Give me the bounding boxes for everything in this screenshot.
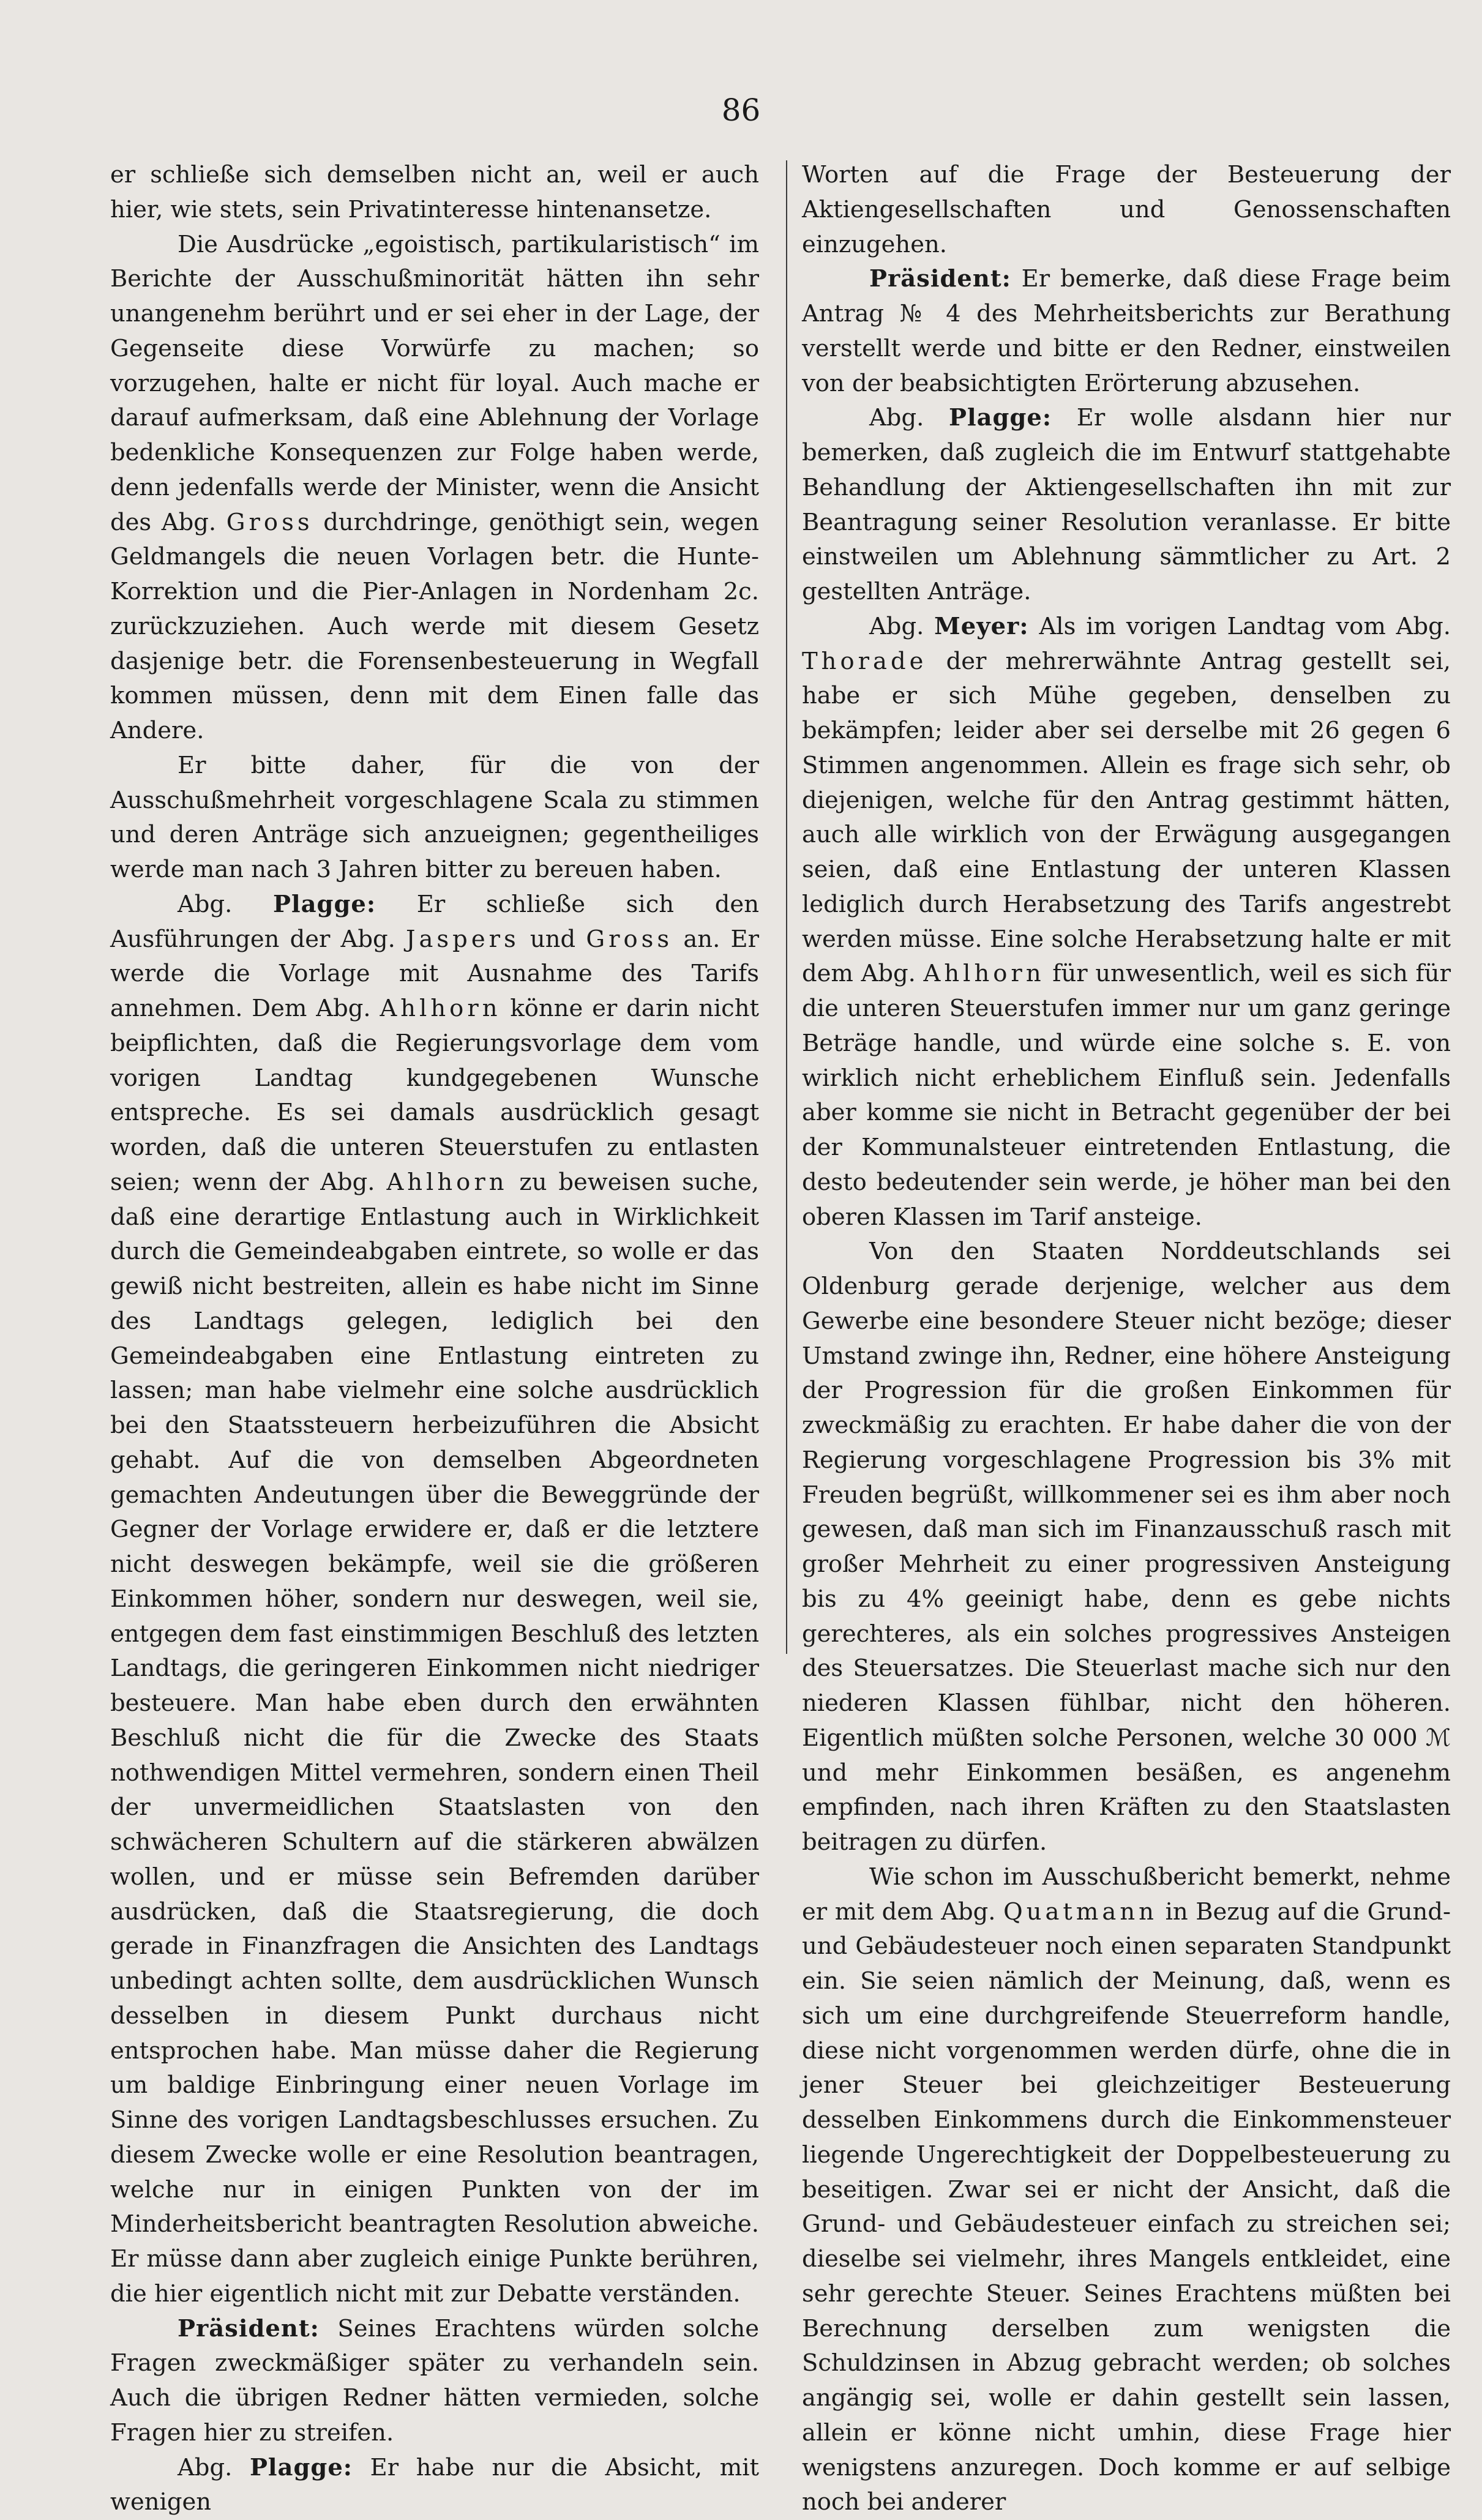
speaker-label: Plagge: [949, 404, 1052, 432]
paragraph [110, 228, 759, 749]
paragraph [802, 158, 1451, 262]
paragraph [802, 1860, 1451, 2520]
paragraph [110, 2312, 759, 2451]
spaced-name: Thorade [802, 648, 927, 675]
paragraph [110, 158, 759, 228]
text-run: und [520, 925, 586, 953]
paragraph [110, 2451, 759, 2520]
text-run: Abg. [178, 2454, 250, 2481]
text-run: Als im vorigen Landtag vom Abg. [1029, 613, 1451, 640]
spaced-name: Quatmann [1003, 1898, 1158, 1926]
text-run: Er wolle alsdann hier nur bemerken, daß zugleich die im Entwurf stattgehabte Behandlung der Aktiengesellschaften ihn mit zur Beantragung seiner Resolution veranlasse. Er bitte einstweilen um Ablehnung sämmtlicher zu Art. 2 gestellten Anträge. [802, 404, 1451, 605]
paragraph [110, 888, 759, 2312]
text-run: Die Ausdrücke „egoistisch, partikularistisch“ im Berichte der Ausschußminorität hätten ihn sehr unangenehm berührt und er sei eher in der Lage, der Gegenseite diese Vorwürfe zu machen; so vorzugehen, halte er nicht für loyal. Auch mache er darauf aufmerksam, daß eine Ablehnung der Vorlage bedenkliche Konsequenzen zur Folge haben werde, denn jedenfalls werde der Minister, wenn die Ansicht des Abg. [110, 231, 759, 536]
text-run: zu beweisen suche, daß eine derartige Entlastung auch in Wirklichkeit durch die Gemeindeabgaben eintrete, so wolle er das gewiß nicht bestreiten, allein es habe nicht im Sinne des Landtags gelegen, lediglich bei den Gemeindeabgaben eine Entlastung eintreten zu lassen; man habe vielmehr eine solche ausdrücklich bei den Staatssteuern herbeizuführen die Absicht gehabt. Auf die von demselben Abgeordneten gemachten Andeutungen über die Beweggründe der Gegner der Vorlage erwidere er, daß er die letztere nicht deswegen bekämpfe, weil sie die größeren Einkommen höher, sondern nur deswegen, weil sie, entgegen dem fast einstimmigen Beschluß des letzten Landtags, die geringeren Einkommen nicht niedriger besteuere. Man habe eben durch den erwähnten Beschluß nicht die für die Zwecke des Staats nothwendigen Mittel vermehren, sondern einen Theil der unvermeidlichen Staatslasten von den schwächeren Schultern auf die stärkeren abwälzen wollen, und er müsse sein Befremden darüber ausdrücken, daß die Staatsregierung, die doch gerade in Finanzfragen die Ansichten des Landtags unbedingt achten sollte, dem ausdrücklichen Wunsch desselben in diesem Punkt durchaus nicht entsprochen habe. Man müsse daher die Regierung um baldige Einbringung einer neuen Vorlage im Sinne des vorigen Landtagsbeschlusses ersuchen. Zu diesem Zwecke wolle er eine Resolution beantragen, welche nur in einigen Punkten von der im Minderheitsbericht beantragten Resolution abweiche. Er müsse dann aber zugleich einige Punkte berühren, die hier eigentlich nicht mit zur Debatte verständen. [110, 1168, 759, 2308]
left-column [110, 158, 759, 2520]
spaced-name: Ahlhorn [386, 1168, 507, 1196]
text-run: Er bemerke, daß diese Frage beim Antrag № 4 des Mehrheitsberichts zur Berathung verstellt werde und bitte er den Redner, einstweilen von der beabsichtigten Erörterung abzusehen. [802, 265, 1451, 397]
right-column [802, 158, 1451, 2520]
speaker-label: Präsident: [178, 2315, 320, 2342]
text-run: er schließe sich demselben nicht an, weil er auch hier, wie stets, sein Privatinteresse hintenansetze. [110, 161, 759, 223]
speaker-label: Plagge: [250, 2454, 353, 2481]
text-run: für unwesentlich, weil es sich für die unteren Steuerstufen immer nur um ganz geringe Beträge handle, und würde eine solche s. E. von wirklich nicht erheblichem Einfluß sein. Jedenfalls aber komme sie nicht in Betracht gegenüber der bei der Kommunalsteuer eintretenden Entlastung, die desto bedeutender sein werde, je höher man bei den oberen Klassen im Tarif ansteige. [802, 960, 1451, 1230]
speaker-label: Meyer: [934, 613, 1028, 640]
paragraph [110, 749, 759, 888]
text-run: in Bezug auf die Grund- und Gebäudesteuer noch einen separaten Standpunkt ein. Sie seien nämlich der Meinung, daß, wenn es sich um eine durchgreifende Steuerreform handle, diese nicht vorgenommen werden dürfe, ohne die in jener Steuer bei gleichzeitiger Besteuerung desselben Einkommens durch die Einkommensteuer liegende Ungerechtigkeit der Doppelbesteuerung zu beseitigen. Zwar sei er nicht der Ansicht, daß die Grund- und Gebäudesteuer einfach zu streichen sei; dieselbe sei vielmehr, ihres Mangels entkleidet, eine sehr gerechte Steuer. Seines Erachtens müßten bei Berechnung derselben zum wenigsten die Schuldzinsen in Abzug gebracht werden; ob solches angängig sei, wolle er dahin gestellt sein lassen, allein er könne nicht umhin, diese Frage hier wenigstens anzuregen. Doch komme er auf selbige noch bei anderer [802, 1898, 1451, 2516]
text-run: Er schließe sich den Ausführungen der Abg. [110, 891, 759, 953]
text-run: Er habe nur die Absicht, mit wenigen [110, 2454, 759, 2516]
text-run: Er bitte daher, für die von der Ausschußmehrheit vorgeschlagene Scala zu stimmen und deren Anträge sich anzueignen; gegentheiliges werde man nach 3 Jahren bitter zu bereuen haben. [110, 752, 759, 883]
page-number: 86 [0, 92, 1482, 129]
text-run: Seines Erachtens würden solche Fragen zweckmäßiger später zu verhandeln sein. Auch die übrigen Redner hätten vermieden, solche Fragen hier zu streifen. [110, 2315, 759, 2447]
spaced-name: Jaspers [406, 925, 520, 953]
text-run: könne er darin nicht beipflichten, daß die Regierungsvorlage dem vom vorigen Landtag kundgegebenen Wunsche entspreche. Es sei damals ausdrücklich gesagt worden, daß die unteren Steuerstufen zu entlasten seien; wenn der Abg. [110, 995, 759, 1196]
text-run: an. Er werde die Vorlage mit Ausnahme des Tarifs annehmen. Dem Abg. [110, 925, 759, 1023]
paragraph [802, 401, 1451, 610]
text-run: Abg. [178, 891, 273, 918]
spaced-name: Gross [226, 509, 313, 536]
speaker-label: Präsident: [869, 265, 1011, 293]
spaced-name: Gross [586, 925, 673, 953]
paragraph [802, 610, 1451, 1235]
text-run: der mehrerwähnte Antrag gestellt sei, habe er sich Mühe gegeben, denselben zu bekämpfen; leider aber sei derselbe mit 26 gegen 6 Stimmen angenommen. Allein es frage sich sehr, ob diejenigen, welche für den Antrag gestimmt hätten, auch alle wirklich von der Erwägung ausgegangen seien, daß eine Entlastung der unteren Klassen lediglich durch Herabsetzung des Tarifs angestrebt werden müsse. Eine solche Herabsetzung halte er mit dem Abg. [802, 648, 1451, 988]
spaced-name: Ahlhorn [380, 995, 501, 1022]
column-divider [786, 160, 787, 1654]
speaker-label: Plagge: [273, 891, 376, 918]
paragraph [802, 1235, 1451, 1860]
text-run: Von den Staaten Norddeutschlands sei Oldenburg gerade derjenige, welcher aus dem Gewerbe eine besondere Steuer nicht bezöge; dieser Umstand zwinge ihn, Redner, eine höhere Ansteigung der Progression für die großen Einkommen für zweckmäßig zu erachten. Er habe daher die von der Regierung vorgeschlagene Progression bis 3% mit Freuden begrüßt, willkommener sei es ihm aber noch gewesen, daß man sich im Finanzausschuß rasch mit großer Mehrheit zu einer progressiven Ansteigung bis zu 4% geeinigt habe, denn es gebe nichts gerechteres, als ein solches progressives Ansteigen des Steuersatzes. Die Steuerlast mache sich nur den niederen Klassen fühlbar, nicht den höheren. Eigentlich müßten solche Personen, welche 30 000 ℳ und mehr Einkommen besäßen, es angenehm empfinden, nach ihren Kräften zu den Staatslasten beitragen zu dürfen. [802, 1238, 1451, 1856]
text-run: Abg. [869, 404, 949, 432]
paragraph [802, 262, 1451, 401]
text-run: Worten auf die Frage der Besteuerung der Aktiengesellschaften und Genossenschaften einzugehen. [802, 161, 1451, 258]
text-run: Wie schon im Ausschußbericht bemerkt, nehme er mit dem Abg. [802, 1863, 1451, 1926]
text-run: durchdringe, genöthigt sein, wegen Geldmangels die neuen Vorlagen betr. die Hunte-Korrektion und die Pier-Anlagen in Nordenham 2c. zurückzuziehen. Auch werde mit diesem Gesetz dasjenige betr. die Forensenbesteuerung in Wegfall kommen müssen, denn mit dem Einen falle das Andere. [110, 509, 759, 745]
text-run: Abg. [869, 613, 934, 640]
spaced-name: Ahlhorn [924, 960, 1045, 987]
